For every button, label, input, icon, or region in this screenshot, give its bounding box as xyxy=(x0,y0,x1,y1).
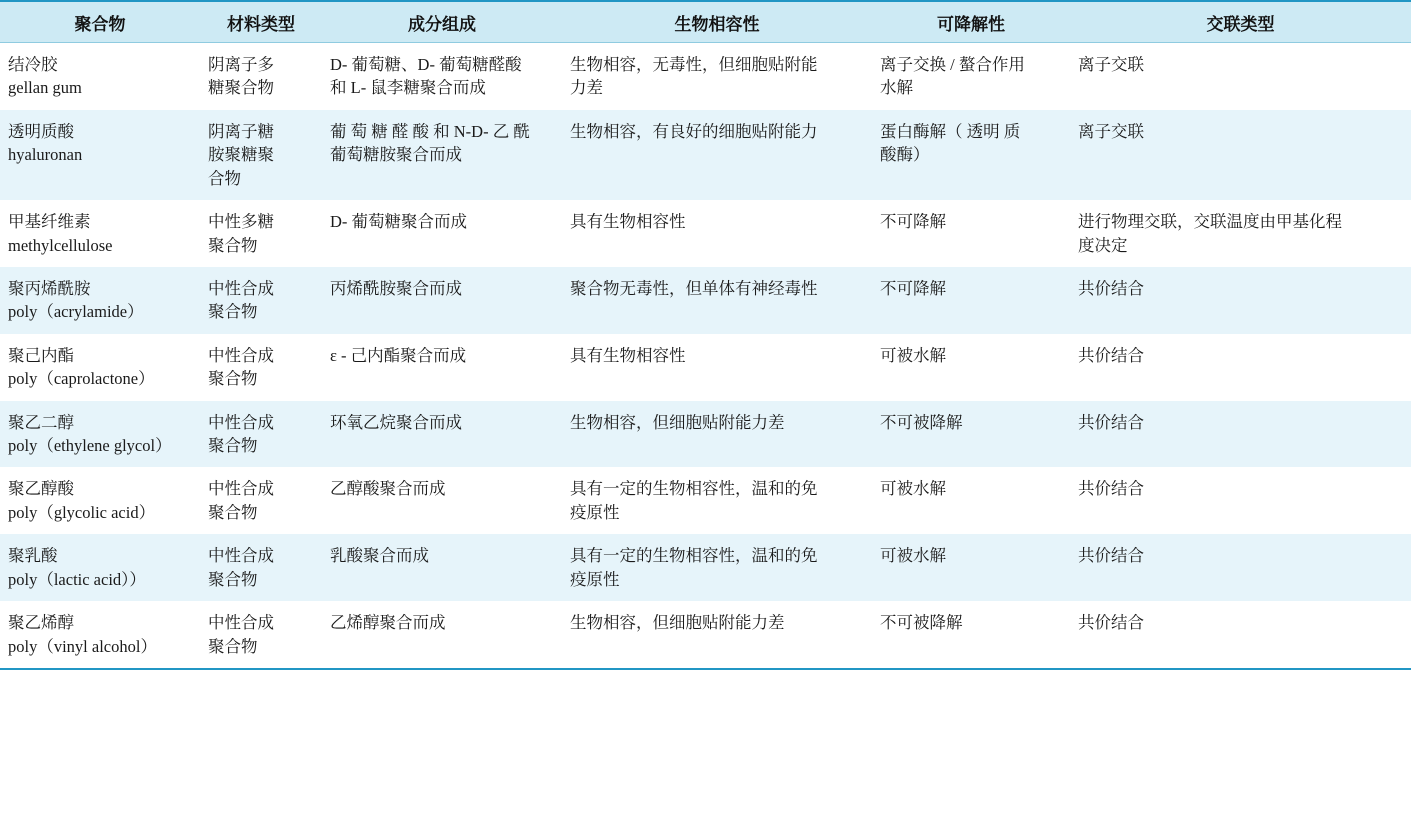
cell-degradability: 不可被降解 xyxy=(872,601,1070,669)
cell-polymer: 聚乙醇酸 poly（glycolic acid） xyxy=(0,467,200,534)
cell-material-type: 中性合成 聚合物 xyxy=(200,467,322,534)
cell-material-type: 中性合成 聚合物 xyxy=(200,534,322,601)
cell-degradability: 不可降解 xyxy=(872,200,1070,267)
cell-crosslink-type: 共价结合 xyxy=(1070,267,1411,334)
cell-material-type: 阴离子糖 胺聚糖聚 合物 xyxy=(200,110,322,200)
table-body xyxy=(0,43,1411,670)
table-row xyxy=(0,200,1411,267)
cell-degradability: 可被水解 xyxy=(872,467,1070,534)
table-row xyxy=(0,401,1411,468)
cell-composition: D- 葡萄糖聚合而成 xyxy=(322,200,562,267)
cell-crosslink-type: 共价结合 xyxy=(1070,334,1411,401)
cell-crosslink-type: 共价结合 xyxy=(1070,601,1411,669)
table-row xyxy=(0,467,1411,534)
cell-material-type: 中性合成 聚合物 xyxy=(200,267,322,334)
cell-biocompatibility: 具有生物相容性 xyxy=(562,334,872,401)
cell-polymer: 透明质酸 hyaluronan xyxy=(0,110,200,200)
cell-composition: 乳酸聚合而成 xyxy=(322,534,562,601)
cell-degradability: 可被水解 xyxy=(872,534,1070,601)
cell-crosslink-type: 离子交联 xyxy=(1070,110,1411,200)
cell-degradability: 蛋白酶解（ 透明 质 酸酶） xyxy=(872,110,1070,200)
cell-biocompatibility: 生物相容，但细胞贴附能力差 xyxy=(562,601,872,669)
column-header-biocompatibility: 生物相容性 xyxy=(562,1,872,43)
cell-biocompatibility: 具有一定的生物相容性，温和的免 疫原性 xyxy=(562,467,872,534)
cell-composition: D- 葡萄糖、D- 葡萄糖醛酸 和 L- 鼠李糖聚合而成 xyxy=(322,43,562,110)
cell-biocompatibility: 具有一定的生物相容性，温和的免 疫原性 xyxy=(562,534,872,601)
table-header xyxy=(0,1,1411,43)
table-row xyxy=(0,43,1411,110)
cell-crosslink-type: 共价结合 xyxy=(1070,467,1411,534)
table-header-row xyxy=(0,1,1411,43)
cell-crosslink-type: 共价结合 xyxy=(1070,534,1411,601)
cell-degradability: 不可降解 xyxy=(872,267,1070,334)
cell-biocompatibility: 生物相容，有良好的细胞贴附能力 xyxy=(562,110,872,200)
cell-biocompatibility: 生物相容，但细胞贴附能力差 xyxy=(562,401,872,468)
table-row xyxy=(0,110,1411,200)
table-row xyxy=(0,534,1411,601)
cell-polymer: 聚丙烯酰胺 poly（acrylamide） xyxy=(0,267,200,334)
column-header-crosslink-type: 交联类型 xyxy=(1070,1,1411,43)
table-row xyxy=(0,267,1411,334)
cell-biocompatibility: 聚合物无毒性，但单体有神经毒性 xyxy=(562,267,872,334)
cell-composition: ε - 己内酯聚合而成 xyxy=(322,334,562,401)
column-header-degradability: 可降解性 xyxy=(872,1,1070,43)
cell-crosslink-type: 离子交联 xyxy=(1070,43,1411,110)
cell-polymer: 聚乳酸 poly（lactic acid）） xyxy=(0,534,200,601)
column-header-material-type: 材料类型 xyxy=(200,1,322,43)
cell-crosslink-type: 共价结合 xyxy=(1070,401,1411,468)
column-header-polymer: 聚合物 xyxy=(0,1,200,43)
cell-biocompatibility: 具有生物相容性 xyxy=(562,200,872,267)
cell-composition: 葡 萄 糖 醛 酸 和 N-D- 乙 酰 葡萄糖胺聚合而成 xyxy=(322,110,562,200)
cell-material-type: 中性合成 聚合物 xyxy=(200,601,322,669)
cell-polymer: 聚己内酯 poly（caprolactone） xyxy=(0,334,200,401)
cell-composition: 环氧乙烷聚合而成 xyxy=(322,401,562,468)
cell-polymer: 结冷胶 gellan gum xyxy=(0,43,200,110)
cell-degradability: 离子交换 / 螯合作用 水解 xyxy=(872,43,1070,110)
cell-material-type: 中性多糖 聚合物 xyxy=(200,200,322,267)
cell-composition: 丙烯酰胺聚合而成 xyxy=(322,267,562,334)
cell-polymer: 聚乙二醇 poly（ethylene glycol） xyxy=(0,401,200,468)
table-row xyxy=(0,601,1411,669)
cell-composition: 乙烯醇聚合而成 xyxy=(322,601,562,669)
cell-material-type: 中性合成 聚合物 xyxy=(200,401,322,468)
table-row xyxy=(0,334,1411,401)
cell-polymer: 聚乙烯醇 poly（vinyl alcohol） xyxy=(0,601,200,669)
cell-biocompatibility: 生物相容，无毒性，但细胞贴附能 力差 xyxy=(562,43,872,110)
cell-crosslink-type: 进行物理交联，交联温度由甲基化程 度决定 xyxy=(1070,200,1411,267)
column-header-composition: 成分组成 xyxy=(322,1,562,43)
cell-degradability: 不可被降解 xyxy=(872,401,1070,468)
cell-polymer: 甲基纤维素 methylcellulose xyxy=(0,200,200,267)
cell-material-type: 中性合成 聚合物 xyxy=(200,334,322,401)
cell-material-type: 阴离子多 糖聚合物 xyxy=(200,43,322,110)
cell-degradability: 可被水解 xyxy=(872,334,1070,401)
cell-composition: 乙醇酸聚合而成 xyxy=(322,467,562,534)
